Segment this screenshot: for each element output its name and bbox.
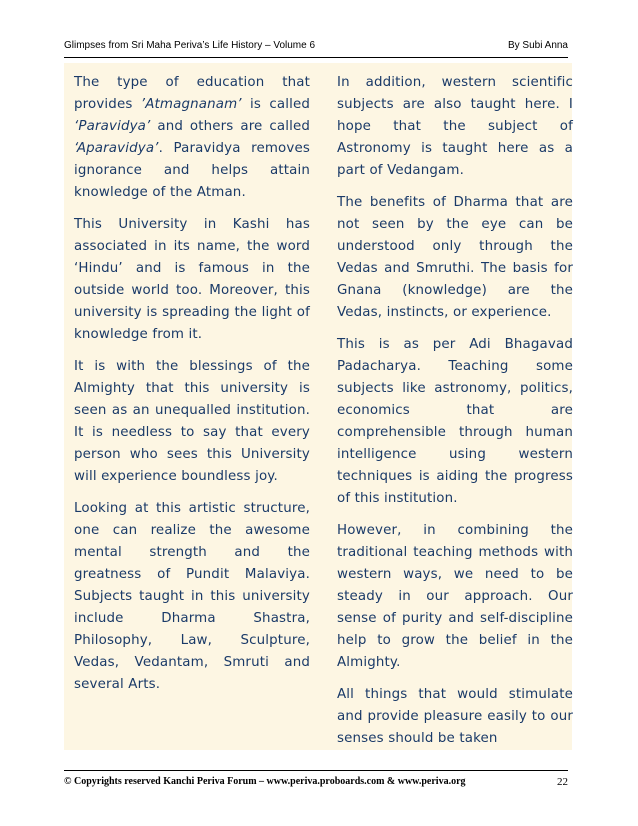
copyright-notice: © Copyrights reserved Kanchi Periva Forum – www.periva.proboards.com & www.periva.org [64,776,466,787]
header-divider [64,57,568,58]
paragraph: The benefits of Dharma that are not seen by the eye can be understood only through the Vedas and Smruthi. The basis for Gnana (knowledge) are the Vedas, instincts, or experience. [337,195,573,320]
page-footer [64,776,568,787]
paragraph-text: is called [241,97,310,112]
footer-divider [64,770,568,771]
right-column [337,72,573,760]
paragraph-text: and others are called [150,119,310,134]
paragraph: This is as per Adi Bhagavad Padacharya. Teaching some subjects like astronomy, politics, economics that are comprehensible through human intelligence using western techniques is aiding the progress of this institution. [337,337,573,506]
italic-term: ‘Paravidya’ [74,119,151,134]
document-title: Glimpses from Sri Maha Periva’s Life History – Volume 6 [64,40,316,51]
paragraph-text: The type of education that provides [74,75,310,112]
italic-term: ‘Aparavidya’ [74,141,159,156]
paragraph: It is with the blessings of the Almighty that this university is seen as an unequalled institution. It is needless to say that every person who sees this University will experience boundless joy. [74,359,310,484]
italic-term: ’Atmagnanam’ [140,97,242,112]
paragraph: All things that would stimulate and provide pleasure easily to our senses should be taken [337,687,573,746]
left-column [74,72,310,706]
paragraph: In addition, western scientific subjects are also taught here. I hope that the subject of Astronomy is taught here as a part of Vedangam. [337,75,573,178]
paragraph-text: . Paravidya removes ignorance and helps attain knowledge of the Atman. [74,141,310,200]
paragraph: This University in Kashi has associated in its name, the word ‘Hindu’ and is famous in the outside world too. Moreover, this university is spreading the light of knowledge from it. [74,217,310,342]
author-credit: By Subi Anna [507,40,568,51]
paragraph [74,72,310,204]
paragraph: Looking at this artistic structure, one can realize the awesome mental strength and the greatness of Pundit Malaviya. Subjects taught in this university include Dharma Shastra, Philosophy, Law, Sculpture, Vedas, Vedantam, Smruti and several Arts. [74,501,310,692]
page-number: 22 [557,776,568,788]
paragraph: However, in combining the traditional teaching methods with western ways, we need to be steady in our approach. Our sense of purity and self-discipline help to grow the belief in the Almighty. [337,523,573,670]
